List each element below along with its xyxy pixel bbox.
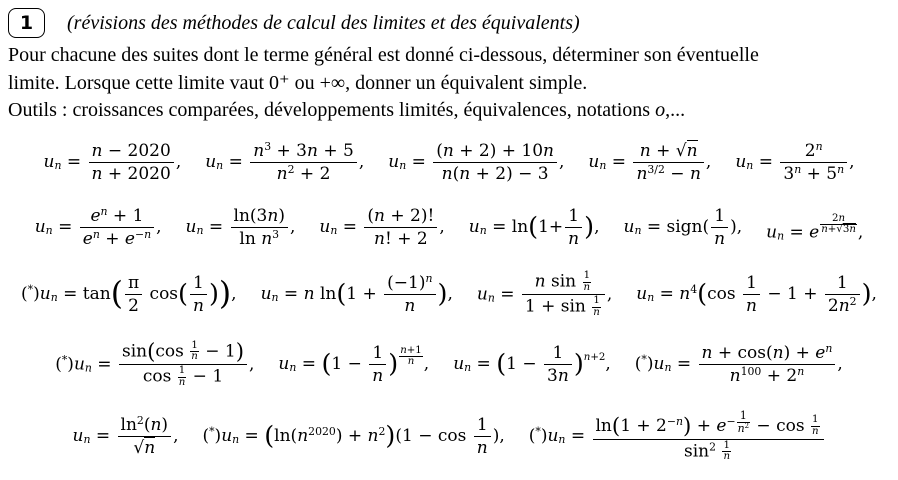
formula-r1f4: $u_n$ = $\frac{n + √n}{n^{3/2} - n}$ , <box>588 141 712 185</box>
formula-r5f2: $(^*)u_n = (\ln(n^{2020}) + n^2)(1 - \cos$ $\frac{1}{n}$ ), <box>202 415 505 459</box>
formula-row-5 <box>8 410 890 463</box>
formula-row-3 <box>8 271 890 319</box>
formula-area <box>8 125 890 477</box>
intro-line-3-text: Outils : croissances comparées, développements limités, équivalences, notations <box>8 99 656 121</box>
formula-r2f4: $u_n = \ln(1+$ $\frac{1}{n}$ ), <box>468 206 600 250</box>
formula-r5f1: $u_n$ = $\frac{\ln^2(n)}{√n}$ , <box>72 414 179 459</box>
formula-r3f2: $u_n = n$ ln(1 + $\frac{(-1)^n}{n}$ ), <box>260 272 453 317</box>
intro-paragraph <box>8 42 890 125</box>
formula-r3f3: $u_n$ = n sin $\frac{1}{n}$ 1 + sin $\frac{1}{n}$ , <box>476 270 613 319</box>
intro-line-1: Pour chacune des suites dont le terme général est donné ci-dessous, déterminer son éventuelle <box>8 44 759 66</box>
formula-r5f3: $(^*)u_n$ = $\ln(1 + 2^{-n}) + e^{- \frac{1}{n^2}}$ − cos $\frac{1}{n}$ $\sin^2$ $\frac{1}{n}$ <box>529 410 826 463</box>
intro-line-3 <box>8 97 890 125</box>
formula-r1f5: $u_n$ = $\frac{2^n}{3^n + 5^n}$ , <box>735 140 855 185</box>
formula-r4f1: $(^*)u_n$ = sin(cos $\frac{1}{n}$ − 1) cos $\frac{1}{n}$ − 1 , <box>55 339 255 388</box>
formula-r2f6: $u_n = e$ $^{\frac{2n}{n+√3n}}$ , <box>766 212 864 243</box>
formula-r1f1: $u_n$ = $\frac{n - 2020}{n + 2020}$ , <box>43 141 182 185</box>
formula-r4f4: $(^*)u_n$ = $\frac{n + \cos(n) + e^n}{n^{100} + 2^n}$ , <box>634 341 843 386</box>
intro-line-2: limite. Lorsque cette limite vaut 0⁺ ou +∞, donner un équivalent simple. <box>8 71 588 94</box>
formula-r4f3: $u_n = (1$ − $\frac{1}{3n}$ )$^{n+2}$, <box>453 342 611 386</box>
formula-row-1 <box>8 141 890 184</box>
formula-r1f2: $u_n$ = $\frac{n^3 + 3n + 5}{n^2 + 2}$ , <box>205 140 365 185</box>
formula-r2f2: $u_n$ = $\frac{\ln(3n)}{\ln n^3}$ , <box>185 206 296 250</box>
formula-r2f1: $u_n$ = $\frac{e^n + 1}{e^n + e^{-n}}$ , <box>34 205 162 250</box>
exercise-number: 1 <box>19 12 34 34</box>
formula-row-2 <box>8 206 890 249</box>
exercise-number-box <box>8 8 45 38</box>
intro-line-3-ellipsis: ,... <box>665 99 686 121</box>
formula-r4f2: $u_n = (1$ − $\frac{1}{n}$ ) $^{\frac{n+1}{n}}$ , <box>278 342 430 386</box>
formula-r2f3: $u_n$ = $\frac{(n + 2)!}{n! + 2}$ , <box>319 206 445 250</box>
formula-r2f5: $u_n$ = sign( $\frac{1}{n}$ ), <box>623 206 743 250</box>
exercise-header <box>8 8 890 38</box>
exercise-subtitle: (révisions des méthodes de calcul des limites et des équivalents) <box>67 11 580 34</box>
formula-row-4 <box>8 341 890 389</box>
formula-r3f1: $(^*)u_n = \tan$( $\frac{\pi}{2}$ cos( $\frac{1}{n}$ )), <box>21 273 237 317</box>
formula-r3f4: $u_n = n^4(\cos$ $\frac{1}{n}$ − 1 + $\frac{1}{2n^2}$ ), <box>636 273 877 317</box>
formula-r1f3: $u_n$ = $\frac{(n + 2) + 10n}{n(n + 2) - 3}$ , <box>388 141 565 185</box>
intro-line-3-notation-o: o <box>655 99 666 121</box>
